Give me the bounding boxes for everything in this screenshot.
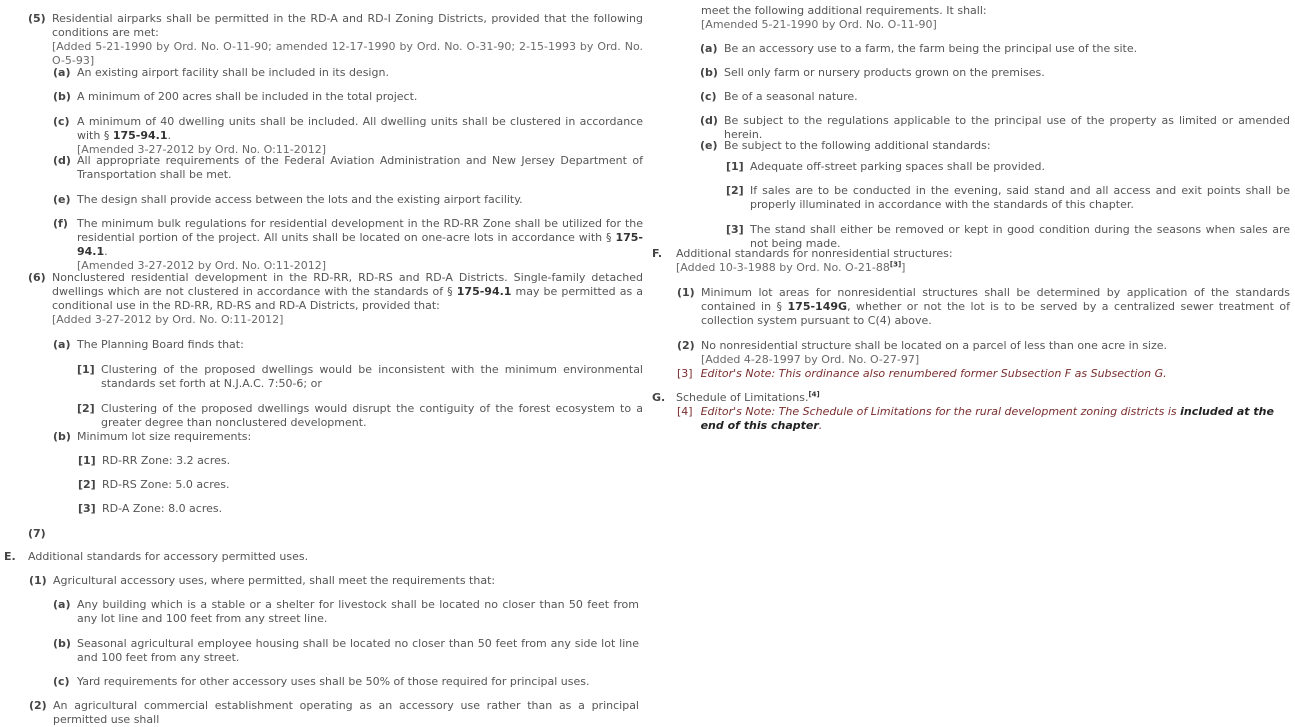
item-5c bbox=[53, 115, 643, 157]
item-5c-label: (c) bbox=[53, 115, 70, 128]
item-F1 bbox=[677, 286, 1290, 328]
section-F-history-end: ] bbox=[901, 261, 906, 274]
item-E2c-text: Be of a seasonal nature. bbox=[724, 90, 858, 103]
item-E2c bbox=[700, 90, 1290, 104]
subsection-5-label: (5) bbox=[28, 12, 46, 25]
subsection-6-text-end: may be permitted as a conditional use in the RD-RR, RD-RS and RD-A Districts, provided that: bbox=[52, 285, 643, 312]
editors-note-3 bbox=[677, 367, 1290, 381]
section-F-label: F. bbox=[652, 247, 663, 260]
item-5a bbox=[53, 66, 643, 80]
item-E2d-label: (d) bbox=[700, 114, 718, 127]
item-E2e3-text: The stand shall either be removed or kept in good condition during the seasons when sales are not being made. bbox=[750, 223, 1290, 250]
continued-text-body: meet the following additional requirements. It shall: bbox=[701, 4, 987, 17]
section-E-text: Additional standards for accessory permitted uses. bbox=[28, 550, 309, 563]
item-E1c bbox=[53, 675, 639, 689]
item-5d bbox=[53, 154, 643, 182]
item-E2d bbox=[700, 114, 1290, 142]
item-6b3-label: [3] bbox=[78, 502, 96, 515]
item-F2 bbox=[677, 339, 1290, 367]
item-5b bbox=[53, 90, 643, 104]
item-E2d-text: Be subject to the regulations applicable to the principal use of the property as limited or amended herein. bbox=[724, 114, 1290, 141]
section-F-text: Additional standards for nonresidential structures: bbox=[676, 247, 953, 260]
item-6a1 bbox=[77, 363, 643, 391]
subsection-6-label: (6) bbox=[28, 271, 46, 284]
item-E2e-text: Be subject to the following additional standards: bbox=[724, 139, 991, 152]
section-link-175-94-1[interactable]: 175-94.1 bbox=[456, 285, 512, 298]
item-5e-text: The design shall provide access between the lots and the existing airport facility. bbox=[77, 193, 523, 206]
item-F1-text-end: , whether or not the lot is to be served by a centralized sewer treatment of collection system pursuant to C(4) above. bbox=[701, 300, 1290, 327]
item-6a2-label: [2] bbox=[77, 402, 95, 415]
section-link-175-94-1[interactable]: 175-94.1 bbox=[112, 129, 168, 142]
item-E1a-text: Any building which is a stable or a shelter for livestock shall be located no closer than 50 feet from any lot line and 100 feet from any street line. bbox=[77, 598, 639, 625]
item-5f-history: [Amended 3-27-2012 by Ord. No. O:11-2012] bbox=[77, 259, 327, 272]
item-E2c-label: (c) bbox=[700, 90, 717, 103]
item-5f-text-end: . bbox=[104, 245, 108, 258]
item-E2b bbox=[700, 66, 1290, 80]
item-E1a bbox=[53, 598, 639, 626]
item-E2a bbox=[700, 42, 1290, 56]
item-E2e1-text: Adequate off-street parking spaces shall be provided. bbox=[750, 160, 1046, 173]
item-F1-label: (1) bbox=[677, 286, 695, 299]
item-5f-text: The minimum bulk regulations for residential development in the RD-RR Zone shall be utilized for the residential portion of the project. All units shall be located on one-acre lots in accordance with § bbox=[77, 217, 643, 244]
item-6b2-label: [2] bbox=[78, 478, 96, 491]
item-6b2-text: RD-RS Zone: 5.0 acres. bbox=[102, 478, 230, 491]
editors-note-3-text: Editor's Note: This ordinance also renumbered former Subsection F as Subsection G. bbox=[700, 367, 1167, 380]
section-E-label: E. bbox=[4, 550, 16, 563]
item-F2-history: [Added 4-28-1997 by Ord. No. O-27-97] bbox=[701, 353, 920, 366]
item-6a1-label: [1] bbox=[77, 363, 95, 376]
item-5c-text-end: . bbox=[167, 129, 172, 142]
item-5a-text: An existing airport facility shall be included in its design. bbox=[77, 66, 389, 79]
section-E bbox=[4, 550, 643, 564]
item-E2e3-label: [3] bbox=[726, 223, 744, 236]
item-6a bbox=[53, 338, 643, 352]
item-6a-label: (a) bbox=[53, 338, 71, 351]
item-E2b-text: Sell only farm or nursery products grown on the premises. bbox=[724, 66, 1045, 79]
footnote-4-link[interactable]: [4] bbox=[808, 390, 820, 399]
editors-note-4-text: Editor's Note: The Schedule of Limitations for the rural development zoning districts is bbox=[700, 405, 1181, 418]
item-E2-label: (2) bbox=[29, 699, 47, 712]
editors-note-4 bbox=[677, 405, 1290, 433]
section-link-175-94-1[interactable]: 175-94.1 bbox=[77, 231, 643, 258]
item-E1b-label: (b) bbox=[53, 637, 71, 650]
item-E2-text: An agricultural commercial establishment operating as an accessory use rather than as a principal permitted use shall bbox=[53, 699, 639, 726]
section-link-175-149G[interactable]: 175-149G bbox=[787, 300, 848, 313]
item-E1c-label: (c) bbox=[53, 675, 70, 688]
item-E2b-label: (b) bbox=[700, 66, 718, 79]
item-E2e-label: (e) bbox=[700, 139, 718, 152]
editors-note-4-number: [4] bbox=[677, 405, 693, 418]
continued-text bbox=[701, 4, 1291, 32]
section-F-history-text: [Added 10-3-1988 by Ord. No. O-21-88 bbox=[676, 261, 890, 274]
item-6b-text: Minimum lot size requirements: bbox=[77, 430, 252, 443]
item-6b1-text: RD-RR Zone: 3.2 acres. bbox=[102, 454, 231, 467]
schedule-of-limitations-link[interactable]: included at the end of this chapter bbox=[700, 405, 1274, 432]
section-G bbox=[652, 391, 1290, 405]
item-6b bbox=[53, 430, 643, 444]
footnote-3-link[interactable]: [3] bbox=[889, 260, 902, 269]
item-6b2 bbox=[78, 478, 643, 492]
item-5c-history: [Amended 3-27-2012 by Ord. No. O:11-2012] bbox=[77, 143, 327, 156]
editors-note-3-number: [3] bbox=[677, 367, 693, 380]
item-E2 bbox=[29, 699, 639, 727]
item-E1 bbox=[29, 574, 643, 588]
subsection-6 bbox=[28, 271, 643, 327]
item-E2a-text: Be an accessory use to a farm, the farm being the principal use of the site. bbox=[724, 42, 1138, 55]
item-6a2-text: Clustering of the proposed dwellings would disrupt the contiguity of the forest ecosystem to a greater degree than nonclustered development. bbox=[101, 402, 643, 429]
item-6b-label: (b) bbox=[53, 430, 71, 443]
subsection-7 bbox=[28, 527, 643, 541]
section-F-history bbox=[676, 261, 1290, 275]
item-E1c-text: Yard requirements for other accessory uses shall be 50% of those required for principal uses. bbox=[77, 675, 590, 688]
item-5a-label: (a) bbox=[53, 66, 71, 79]
item-E2e2 bbox=[726, 184, 1290, 212]
item-F2-text: No nonresidential structure shall be located on a parcel of less than one acre in size. bbox=[701, 339, 1168, 352]
item-E2e1-label: [1] bbox=[726, 160, 744, 173]
item-6b1-label: [1] bbox=[78, 454, 96, 467]
item-5f bbox=[53, 217, 643, 273]
item-E1-label: (1) bbox=[29, 574, 47, 587]
continued-history: [Amended 5-21-1990 by Ord. No. O-11-90] bbox=[701, 18, 937, 31]
item-E1-text: Agricultural accessory uses, where permitted, shall meet the requirements that: bbox=[53, 574, 496, 587]
item-6a2 bbox=[77, 402, 643, 430]
item-5e bbox=[53, 193, 643, 207]
item-F1-text: Minimum lot areas for nonresidential structures shall be determined by application of the standards contained in § bbox=[701, 286, 1290, 313]
item-F2-label: (2) bbox=[677, 339, 695, 352]
item-5c-text: A minimum of 40 dwelling units shall be included. All dwelling units shall be clustered in accordance with § bbox=[77, 115, 643, 142]
item-E2e2-text: If sales are to be conducted in the evening, said stand and all access and exit points shall be properly illuminated in accordance with the standards of this chapter. bbox=[750, 184, 1290, 211]
item-5b-label: (b) bbox=[53, 90, 71, 103]
item-E1b bbox=[53, 637, 639, 665]
section-G-text: Schedule of Limitations. bbox=[676, 391, 809, 404]
editors-note-4-end: . bbox=[818, 419, 823, 432]
section-G-label: G. bbox=[652, 391, 666, 404]
item-5f-label: (f) bbox=[53, 217, 68, 230]
item-5b-text: A minimum of 200 acres shall be included in the total project. bbox=[77, 90, 418, 103]
subsection-5-text: Residential airparks shall be permitted in the RD-A and RD-I Zoning Districts, provided that the following conditions are met: bbox=[52, 12, 643, 39]
item-E2e bbox=[700, 139, 1290, 153]
item-5e-label: (e) bbox=[53, 193, 71, 206]
item-E1a-label: (a) bbox=[53, 598, 71, 611]
item-6b3-text: RD-A Zone: 8.0 acres. bbox=[102, 502, 223, 515]
subsection-6-text: Nonclustered residential development in the RD-RR, RD-RS and RD-A Districts. Single-family detached dwellings which are not clustered in accordance with the standards of § bbox=[52, 271, 643, 298]
subsection-5-history: [Added 5-21-1990 by Ord. No. O-11-90; amended 12-17-1990 by Ord. No. O-31-90; 2-15-1993 by Ord. No. O-5-93] bbox=[52, 40, 643, 67]
item-6b3 bbox=[78, 502, 643, 516]
item-6a1-text: Clustering of the proposed dwellings would be inconsistent with the minimum environmental standards set forth at N.J.A.C. 7:50-6; or bbox=[101, 363, 643, 390]
item-E1b-text: Seasonal agricultural employee housing shall be located no closer than 50 feet from any side lot line and 100 feet from any street. bbox=[77, 637, 639, 664]
item-5d-label: (d) bbox=[53, 154, 71, 167]
item-E2e2-label: [2] bbox=[726, 184, 744, 197]
subsection-6-history: [Added 3-27-2012 by Ord. No. O:11-2012] bbox=[52, 313, 284, 326]
item-E2a-label: (a) bbox=[700, 42, 718, 55]
item-E2e1 bbox=[726, 160, 1290, 174]
subsection-7-label: (7) bbox=[28, 527, 46, 540]
item-6b1 bbox=[78, 454, 643, 468]
item-5d-text: All appropriate requirements of the Federal Aviation Administration and New Jersey Department of Transportation shall be met. bbox=[77, 154, 643, 181]
subsection-5 bbox=[28, 12, 643, 68]
section-F bbox=[652, 247, 1290, 275]
item-6a-text: The Planning Board finds that: bbox=[77, 338, 244, 351]
